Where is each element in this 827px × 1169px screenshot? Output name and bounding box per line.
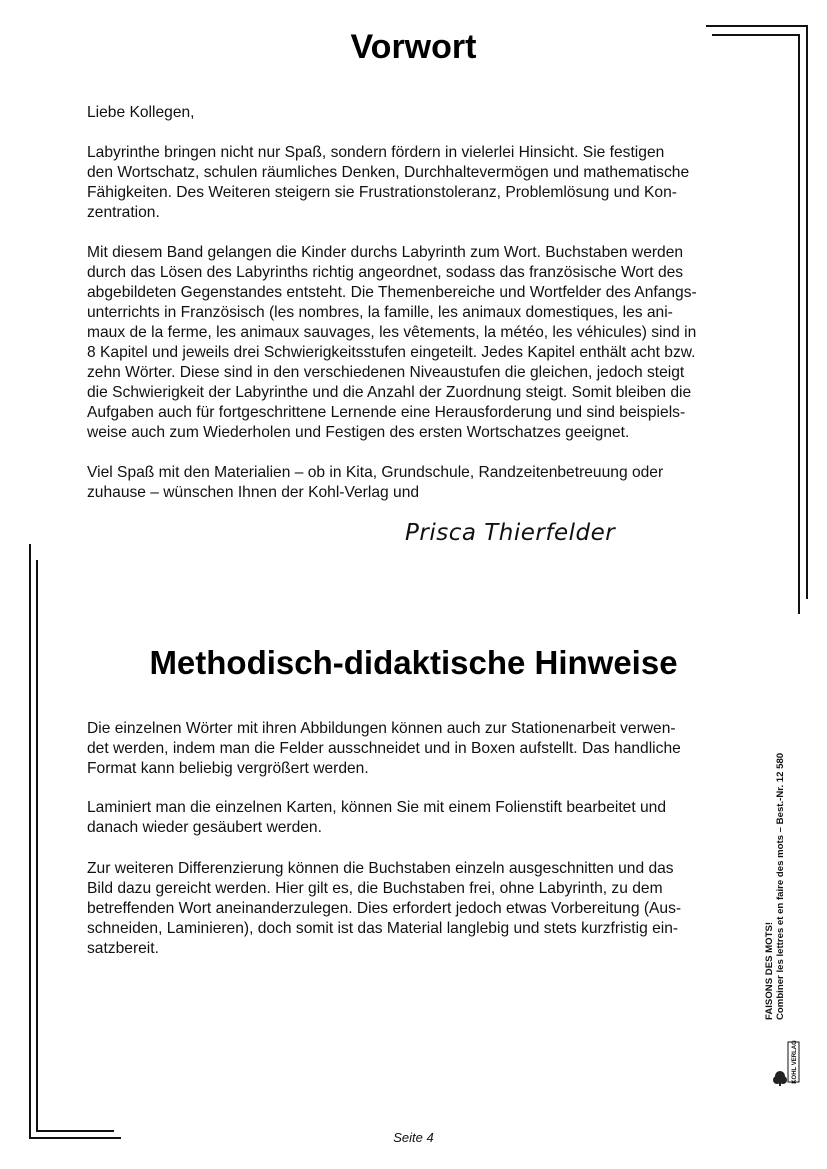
text-line: Viel Spaß mit den Materialien – ob in Kita, Grundschule, Randzeitenbetreuung oder bbox=[87, 464, 664, 481]
hinweise-paragraph-1 bbox=[87, 719, 681, 779]
vorwort-salutation: Liebe Kollegen, bbox=[87, 104, 195, 121]
text-line: danach wieder gesäubert werden. bbox=[87, 819, 322, 836]
text-line: Mit diesem Band gelangen die Kinder durchs Labyrinth zum Wort. Buchstaben werden bbox=[87, 244, 684, 261]
text-line: Zur weiteren Differenzierung können die Buchstaben einzeln ausgeschnitten und das bbox=[87, 860, 674, 877]
vorwort-paragraph-3 bbox=[87, 463, 663, 503]
text-line: Fähigkeiten. Des Weiteren steigern sie Frustrationstoleranz, Problemlösung und Kon- bbox=[87, 184, 677, 201]
side-imprint bbox=[764, 738, 804, 1020]
frame-right-line-inner bbox=[798, 34, 800, 614]
frame-right-line-outer bbox=[806, 25, 808, 599]
vorwort-paragraph-2 bbox=[87, 243, 697, 443]
text-line: betreffenden Wort aneinanderzulegen. Dies erfordert jedoch etwas Vorbereitung (Aus- bbox=[87, 900, 682, 917]
hinweise-paragraph-2 bbox=[87, 798, 666, 838]
text-line: zehn Wörter. Diese sind in den verschiedenen Niveaustufen die gleichen, jedoch steigt bbox=[87, 364, 685, 381]
text-line: Aufgaben auch für fortgeschrittene Lernende eine Herausforderung und sind beispiels- bbox=[87, 404, 686, 421]
frame-top-line-outer bbox=[706, 25, 807, 27]
text-line: satzbereit. bbox=[87, 940, 159, 957]
text-line: 8 Kapitel und jeweils drei Schwierigkeitsstufen eingeteilt. Jedes Kapitel enthält acht bzw. bbox=[87, 344, 696, 361]
text-line: abgebildeten Gegenstandes entsteht. Die Themenbereiche und Wortfelder des Anfangs- bbox=[87, 284, 697, 301]
hinweise-paragraph-3 bbox=[87, 859, 681, 959]
text-line: den Wortschatz, schulen räumliches Denken, Durchhaltevermögen und mathematische bbox=[87, 164, 690, 181]
page-number: Seite 4 bbox=[393, 1130, 434, 1145]
text-line: det werden, indem man die Felder ausschneidet und in Boxen aufstellt. Das handliche bbox=[87, 740, 681, 757]
text-line: Format kann beliebig vergrößert werden. bbox=[87, 760, 369, 777]
svg-text:KOHL VERLAG: KOHL VERLAG bbox=[792, 1040, 798, 1084]
vorwort-title: Vorwort bbox=[350, 28, 477, 66]
text-line: die Schwierigkeit der Labyrinthe und die Anzahl der Zuordnung steigt. Somit bleiben die bbox=[87, 384, 692, 401]
side-imprint-subtitle: Combiner les lettres et en faire des mots – Best.-Nr. 12 580 bbox=[775, 752, 786, 1020]
vorwort-paragraph-1 bbox=[87, 143, 689, 223]
kohl-verlag-logo bbox=[772, 1022, 802, 1088]
side-imprint-title: FAISONS DES MOTS! bbox=[764, 921, 775, 1020]
text-line: Labyrinthe bringen nicht nur Spaß, sondern fördern in vielerlei Hinsicht. Sie festigen bbox=[87, 144, 665, 161]
text-line: Laminiert man die einzelnen Karten, können Sie mit einem Folienstift bearbeitet und bbox=[87, 799, 667, 816]
text-line: Bild dazu gereicht werden. Hier gilt es, die Buchstaben frei, ohne Labyrinth, zu dem bbox=[87, 880, 663, 897]
text-line: zentration. bbox=[87, 204, 160, 221]
text-line: schneiden, Laminieren), doch somit ist das Material langlebig und stets kurzfristig ein- bbox=[87, 920, 679, 937]
text-line: zuhause – wünschen Ihnen der Kohl-Verlag und bbox=[87, 484, 420, 501]
text-line: Die einzelnen Wörter mit ihren Abbildungen können auch zur Stationenarbeit verwen- bbox=[87, 720, 676, 737]
text-line: maux de la ferme, les animaux sauvages, les vêtements, la météo, les véhicules) sind in bbox=[87, 324, 697, 341]
text-line: durch das Lösen des Labyrinths richtig angeordnet, sodass das französische Wort des bbox=[87, 264, 684, 281]
frame-left-line-outer bbox=[29, 544, 31, 1139]
hinweise-title: Methodisch-didaktische Hinweise bbox=[149, 644, 678, 681]
text-line: unterrichts in Französisch (les nombres, la famille, les animaux domestiques, les ani- bbox=[87, 304, 673, 321]
text-line: weise auch zum Wiederholen und Festigen des ersten Wortschatzes geeignet. bbox=[87, 424, 630, 441]
author-signature: Prisca Thierfelder bbox=[405, 520, 616, 546]
